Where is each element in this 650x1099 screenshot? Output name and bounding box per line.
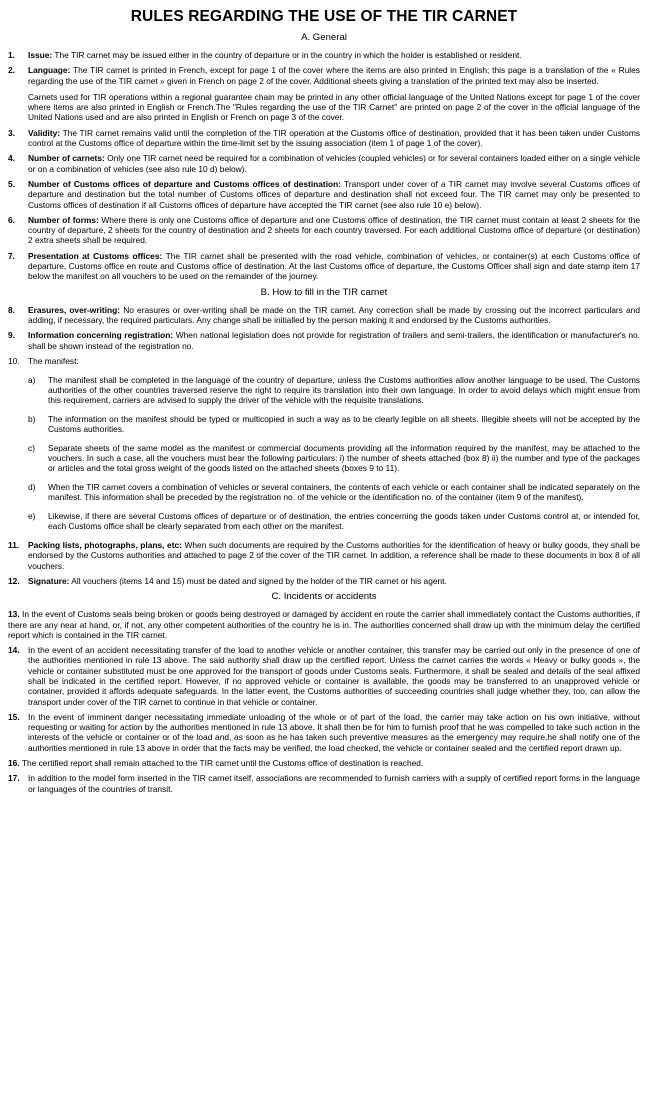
rule-4: [8, 153, 640, 174]
rule-lead: Language:: [28, 65, 71, 76]
rule-1: [8, 50, 640, 60]
rule-number: 3.: [8, 127, 15, 138]
rule-text: In the event of an accident necessitating transfer of the load to another vehicle or another container, this transfer may be carried out only in the presence of one of the authorities mentioned in rule 13 above. The said authority shall draw up the certified report. Unless the carnet carries the words « Heavy or bulky goods », the vehicle or container substituted must be one approved for the transport of goods under Customs seals. Furthermore, it shall be sealed and details of the seal affixed shall be indicated in the certified report. However, if no approved vehicle or container is available, the goods may be transferred to an unapproved vehicle or container, provided it affords adequate safeguards. In the latter event, the Customs authorities of succeeding countries shall judge whether they, too, can allow the transport under cover of the TIR carnet to continue in that vehicle or container.: [28, 645, 640, 707]
rule-number: 4.: [8, 153, 15, 164]
rule-text: When national legislation does not provide for registration of trailers and semi-trailers, the identification or manufacturer's no. shall be shown instead of the registration no.: [28, 330, 640, 351]
rule-number: 11.: [8, 540, 20, 551]
rule-number: 7.: [8, 250, 15, 261]
rule-text: Where there is only one Customs office of departure and one Customs office of destination, the TIR carnet must contain at least 2 sheets for the country of departure, 2 sheets for the country of destination and 2 sheets for each country traversed. For each additional Customs office of departure (or destination) 2 extra sheets shall be required.: [28, 214, 640, 246]
manifest-item-letter: b): [28, 413, 36, 424]
rule-6: [8, 215, 640, 246]
rule-text: The certified report shall remain attached to the TIR carnet until the Customs office of destination is reached.: [19, 758, 424, 769]
rule-number: 1.: [8, 50, 15, 60]
manifest-item-text: Likewise, if there are several Customs offices of departure or of destination, the entries concerning the goods taken under Customs control at, or intended for, each Customs office shall be clearly separated from each other on the manifest.: [48, 511, 640, 532]
rule-number: 17.: [8, 773, 20, 784]
rule-number: 9.: [8, 330, 15, 341]
document-page: [8, 8, 640, 799]
rule-number: 13.: [8, 609, 20, 620]
manifest-item-letter: e): [28, 511, 36, 522]
rule-number: 6.: [8, 214, 15, 225]
rule-text: The TIR carnet is printed in French, except for page 1 of the cover where the items are also printed in English; this page is a translation of the « Rules regarding the use of the TIR carnet » given in French on page 2 of the cover. Additional sheets giving a translation of the printed text may also be inserted.: [28, 65, 640, 86]
rule-3: [8, 128, 640, 149]
rule-lead: Packing lists, photographs, plans, etc:: [28, 540, 182, 551]
rule-text: The TIR carnet may be issued either in the country of departure or in the country in which the holder is established or resident.: [52, 50, 522, 60]
manifest-item-letter: a): [28, 374, 36, 385]
manifest-item-text: The information on the manifest should be typed or multicopied in such a way as to be clearly legible on all sheets. Illegible sheets will not be accepted by the Customs authorities.: [48, 413, 640, 435]
rule-lead: Issue:: [28, 50, 53, 60]
rule-lead: Presentation at Customs offices:: [28, 250, 163, 261]
rule-text: All vouchers (items 14 and 15) must be dated and signed by the holder of the TIR carnet or his agent.: [69, 575, 447, 586]
manifest-item-letter: d): [28, 482, 36, 493]
page-title: RULES REGARDING THE USE OF THE TIR CARNET: [130, 8, 518, 25]
rule-15: [8, 712, 640, 753]
manifest-item-c: [8, 443, 640, 474]
rule-2: [8, 65, 640, 122]
section-heading-incidents: C. Incidents or accidents: [271, 591, 377, 603]
rule-11: [8, 540, 640, 571]
rule-number: 5.: [8, 178, 15, 189]
rule-number: 15.: [8, 711, 20, 722]
rule-number: 2.: [8, 65, 15, 76]
rule-number: 8.: [8, 304, 15, 315]
rule-number: 14.: [8, 645, 20, 656]
rule-lead: Erasures, over-writing:: [28, 304, 121, 315]
rule-17: [8, 773, 640, 794]
rule-text: The TIR carnet remains valid until the completion of the TIR operation at the Customs office of destination, provided that it has been taken under Customs control at the Customs office of departure within the time-limit set by the issuing association (item 1 of page 1 of the cover).: [28, 127, 640, 149]
manifest-item-a: [8, 375, 640, 406]
rule-5: [8, 179, 640, 210]
rule-text: Only one TIR carnet need be required for a combination of vehicles (coupled vehicles) or for several containers loaded either on a single vehicle or on a combination of vehicles (see also rule 10 d) below).: [28, 153, 641, 174]
rule-lead: Information concerning registration:: [28, 330, 174, 341]
rule-16: [8, 758, 640, 768]
rule-lead: Validity:: [28, 127, 61, 138]
rule-13: [8, 609, 640, 640]
rule-9: [8, 330, 640, 351]
rule-number: 10.: [8, 355, 20, 366]
manifest-item-b: [8, 414, 640, 435]
section-heading-fill-in: B. How to fill in the TIR carnet: [260, 286, 388, 298]
rule-text: The TIR carnet shall be presented with the road vehicle, combination of vehicles, or container(s) at each Customs office of departure, Customs office en route and Customs office of destination. At the last Customs office of departure, the Customs Officer shall sign and date stamp item 17 below the manifest on all vouchers to be used on the remainder of the journey.: [28, 250, 640, 282]
rule-8: [8, 305, 640, 326]
manifest-item-letter: c): [28, 442, 35, 453]
section-heading-general: A. General: [301, 32, 347, 43]
rule-lead: Signature:: [28, 575, 70, 586]
rule-7: [8, 251, 640, 282]
rule-text: In the event of Customs seals being broken or goods being destroyed or damaged by accident en route the carrier shall immediately contact the Customs authorities, if there are any near at hand, or, if not, any other competent authorities of the country he is in. The authorities concerned shall draw up with the minimum delay the certified report which is contained in the TIR carnet.: [8, 609, 640, 640]
rule-12: [8, 576, 640, 586]
rule-10: [8, 356, 640, 366]
rule-text: No erasures or over-writing shall be made on the TIR carnet. Any correction shall be made by crossing out the incorrect particulars and adding, if necessary, the required particulars. Any change shall be initialled by the person making it and endorsed by the Customs authorities.: [28, 304, 640, 325]
manifest-item-text: Separate sheets of the same model as the manifest or commercial documents providing all the information required by the manifest, may be attached to the vouchers. In such a case, all the vouchers must bear the following particulars: i) the number of sheets attached (box 8) ii) the number and type of the packages or articles and the total gross weight of the goods listed on the attached sheets (boxes 9 to 11).: [48, 442, 640, 474]
rule-number: 12.: [8, 575, 20, 586]
manifest-item-text: The manifest shall be completed in the language of the country of departure, unless the Customs authorities allow another language to be used. The Customs authorities of the other countries traversed reserve the right to require its translation into their own language. In order to avoid delays which might ensue from this requirement, carriers are advised to supply the driver of the vehicle with the requisite translations.: [48, 374, 640, 406]
rule-text: In addition to the model form inserted in the TIR carnet itself, associations are recommended to furnish carriers with a supply of certified report forms in the language or languages of the countries of transit.: [28, 773, 640, 794]
rule-text: When such documents are required by the Customs authorities for the identification of heavy or bulky goods, they shall be endorsed by the Customs authorities and attached to page 2 of the cover of the TIR carnet. In addition, a reference shall be made to these documents in box 8 of all vouchers.: [28, 540, 640, 571]
rule-lead: Number of carnets:: [28, 153, 105, 164]
manifest-item-text: When the TIR carnet covers a combination of vehicles or several containers, the contents of each vehicle or each container shall be indicated separately on the manifest. This information shall be preceded by the registration no. of the vehicle or the identification no. of the container (item 9 of the manifest).: [48, 482, 640, 503]
manifest-item-d: [8, 482, 640, 503]
rule-number: 16.: [8, 758, 20, 769]
rule-text: The manifest:: [28, 355, 79, 366]
rule-14: [8, 645, 640, 707]
rule-text-continued: Carnets used for TIR operations within a regional guarantee chain may be printed in any other official language of the United Nations except for page 1 of the cover where items are also printed in English or French.The "Rules regarding the use of the TIR Carnet" are printed on page 2 of the cover in the official language of the United Nations used and are also printed in English or French on page 3 of the cover.: [28, 91, 640, 123]
rule-lead: Number of Customs offices of departure and Customs offices of destination:: [28, 178, 342, 189]
rule-lead: Number of forms:: [28, 214, 99, 225]
rule-text: In the event of imminent danger necessitating immediate unloading of the whole or of part of the load, the carrier may take action on his own initiative, without requesting or waiting for action by the authorities mentioned in rule 13 above. It shall then be for him to furnish proof that he was compelled to take such action in the interests of the vehicle or container or of the load and, as soon as he has taken such preventive measures as the emergency may require,he shall notify one of the authorities mentioned in rule 13 above in order that the facts may be verified, the load checked, the vehicle or container sealed and the certified report drawn up.: [28, 711, 640, 753]
manifest-item-e: [8, 511, 640, 532]
rule-text: Transport under cover of a TIR carnet may involve several Customs offices of departure and destination but the total number of Customs offices of departure and destination shall not exceed four. The TIR carnet may only be presented to Customs offices of destination if all Customs offices of departure have accepted the TIR carnet (see also rule 10 e) below).: [28, 178, 640, 210]
